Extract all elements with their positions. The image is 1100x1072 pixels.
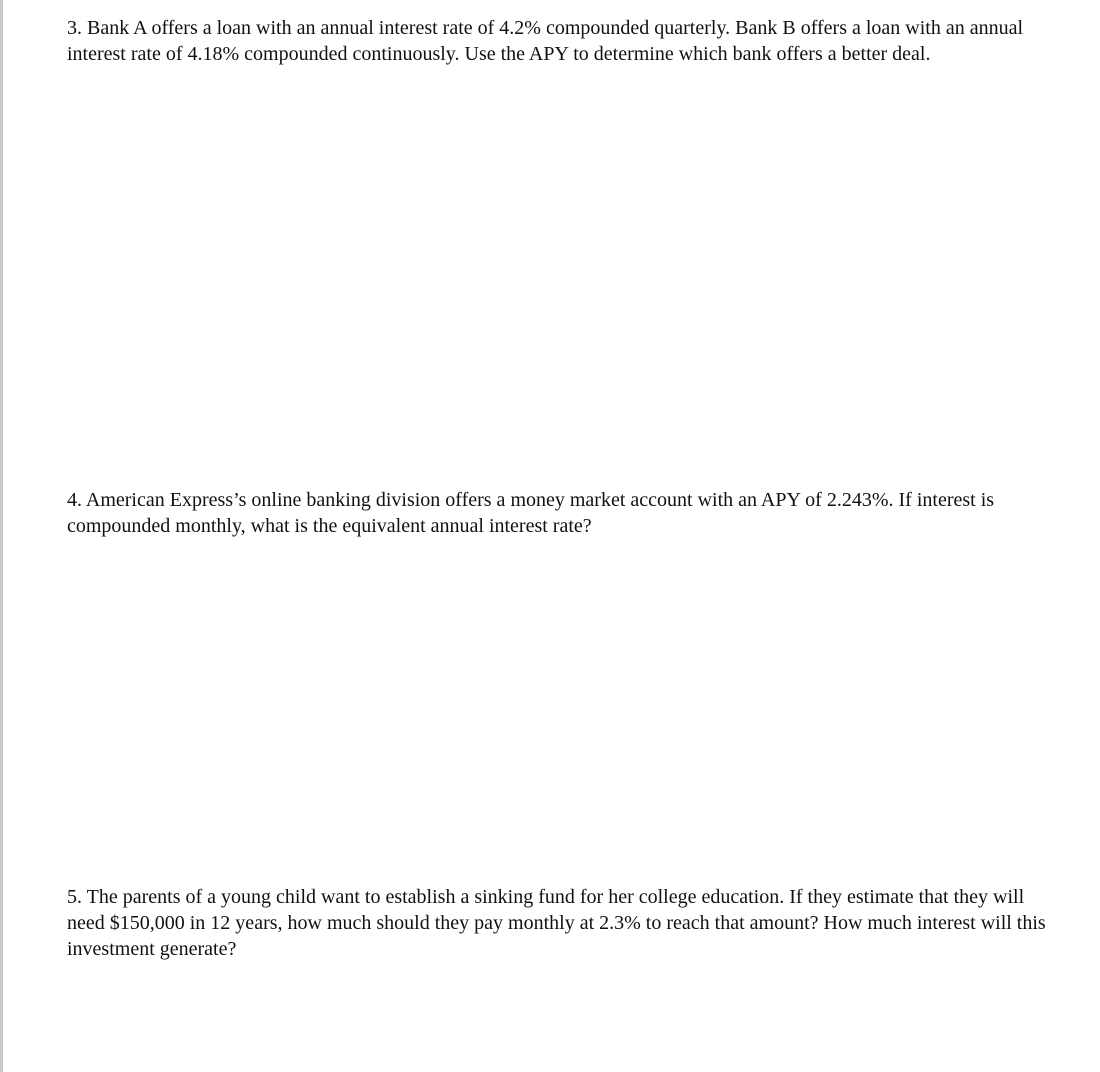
question-3: 3. Bank A offers a loan with an annual interest rate of 4.2% compounded quarterly. Bank B offers a loan with an annual interest rate of 4.18% compounded continuously. Use the APY to determine which bank offers a better deal. (67, 17, 1024, 65)
question-5: 5. The parents of a young child want to establish a sinking fund for her college education. If they estimate that they will need $150,000 in 12 years, how much should they pay monthly at 2.3% to reach that amount? How much interest will this investment generate? (67, 886, 1046, 960)
question-4: 4. American Express’s online banking division offers a money market account with an APY of 2.243%. If interest is compounded monthly, what is the equivalent annual interest rate? (67, 489, 995, 537)
